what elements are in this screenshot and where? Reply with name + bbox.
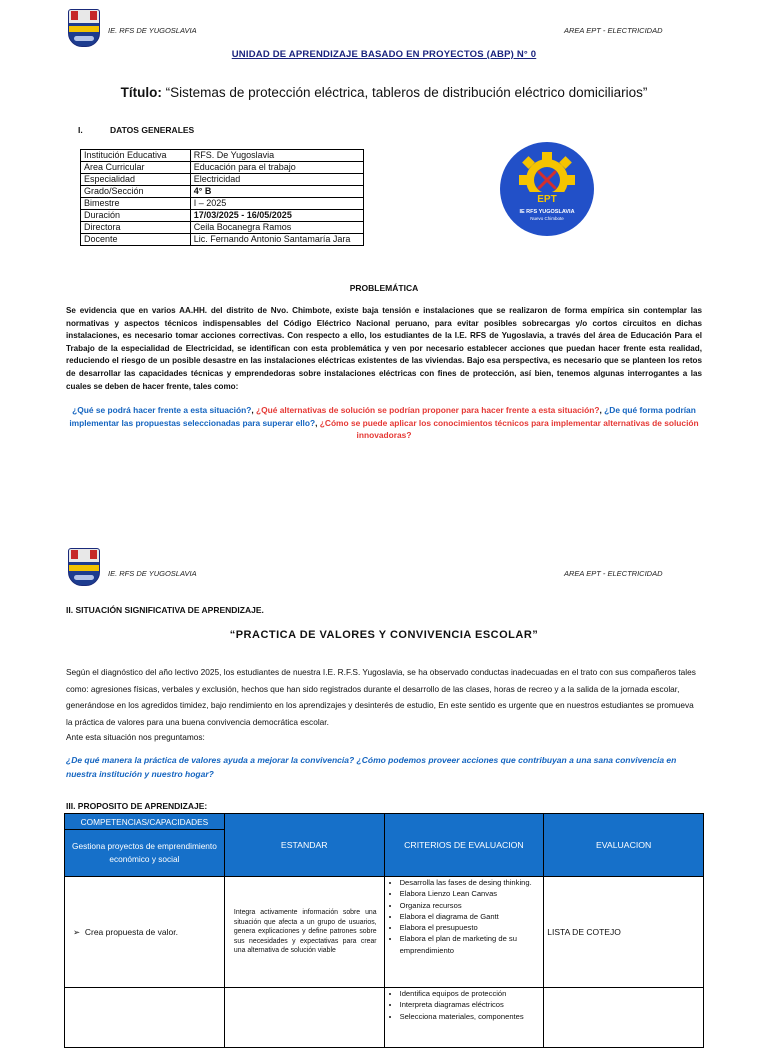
header-competencias: COMPETENCIAS/CAPACIDADES [65, 814, 225, 830]
general-data-value: I – 2025 [190, 198, 363, 210]
question-separator: , [599, 405, 605, 415]
general-data-label: Grado/Sección [81, 186, 191, 198]
school-logo [68, 548, 100, 586]
question-separator: , [315, 417, 320, 428]
criterios-cell [384, 988, 544, 1048]
gear-icon [500, 142, 594, 236]
header-criterios: CRITERIOS DE EVALUACION [384, 814, 544, 877]
criterio-item: • Elabora el diagrama de Gantt [400, 911, 540, 922]
criterio-item: • Selecciona materiales, componentes [400, 1011, 540, 1022]
general-data-row [81, 222, 364, 234]
general-data-value: Educación para el trabajo [190, 162, 363, 174]
criterios-cell [384, 877, 544, 988]
general-data-value: 4° B [190, 186, 363, 198]
general-data-value: 17/03/2025 - 16/05/2025 [190, 210, 363, 222]
problematica-text: Se evidencia que en varios AA.HH. del distrito de Nvo. Chimbote, existe baja tensión e instalaciones que se realizaron de forma empírica sin contemplar las normativas y aspectos técnicos indispensables del Código Eléctrico Nacional peruano, para evitar posibles sobrecargas y/o cortos circuitos en dichas instalaciones, es necesario tomar acciones correctivas. Con respecto a ello, los estudiantes de la I.E. RFS de Yugoslavia, a través del área de Educación Para el Trabajo de la especialidad de Electricidad, se identifican con esta problemática y ven por necesario establecer acciones que puedan hacer frente esta realidad, reduciendo el riesgo de un posible desastre en las instalaciones eléctricas existentes de las viviendas. Bajo esa perspectiva, es necesario que se planteen los retos de desarrollar las capacidades técnicas y emprendedoras sobre instalaciones eléctricas con fines de protección, así bien, tenemos algunas interrogantes a las cuales se deben de hacer frente, tales como: [66, 306, 702, 391]
header-estandar: ESTANDAR [224, 814, 384, 877]
learning-purpose-table [64, 813, 704, 1048]
estandar-cell [224, 877, 384, 988]
section-1-number: I. [78, 125, 83, 135]
problematica-title: PROBLEMÁTICA [349, 283, 419, 293]
general-data-label: Institución Educativa [81, 150, 191, 162]
general-data-label: Especialidad [81, 174, 191, 186]
ept-logo-line1: IE RFS YUGOSLAVIA [519, 209, 575, 215]
criterio-item: • Elabora Lienzo Lean Canvas [400, 888, 540, 899]
header-area: AREA EPT - ELECTRICIDAD [564, 26, 663, 35]
general-data-row [81, 150, 364, 162]
general-data-label: Bimestre [81, 198, 191, 210]
situation-heading: “PRACTICA DE VALORES Y CONVIVENCIA ESCOLAR” [229, 629, 539, 641]
general-data-row [81, 234, 364, 246]
general-data-row [81, 174, 364, 186]
estandar-cell [224, 988, 384, 1048]
general-data-value: RFS. De Yugoslavia [190, 150, 363, 162]
criterio-item: • Interpreta diagramas eléctricos [400, 999, 540, 1010]
situation-intro: Ante esta situación nos preguntamos: [66, 732, 205, 742]
question-separator: , [251, 405, 257, 415]
ept-logo-main: EPT [537, 194, 557, 205]
general-data-label: Docente [81, 234, 191, 246]
criterio-item: • Organiza recursos [400, 900, 540, 911]
header-area: AREA EPT - ELECTRICIDAD [564, 569, 663, 578]
unit-title: UNIDAD DE APRENDIZAJE BASADO EN PROYECTOS (ABP) N° 0 [231, 49, 537, 60]
criterio-item: • Elabora el presupuesto [400, 922, 540, 933]
header-school-name: IE. RFS DE YUGOSLAVIA [108, 26, 197, 35]
general-data-row [81, 210, 364, 222]
general-data-value: Ceila Bocanegra Ramos [190, 222, 363, 234]
situation-text: Según el diagnóstico del año lectivo 2025, los estudiantes de nuestra I.E. R.F.S. Yugoslavia, se ha observado conductas inadecuadas en el trato con sus compañeros tales como: agresiones físicas, verbales y exclusión, hechos que han sido registrados durante el desarrollo de las clases, horas de recreo y a la salida de la jornada escolar, generándose en los agredidos timidez, bajo rendimiento en los aprendizajes y desinterés de estudio, En este sentido es urgente que en nuestros estudiantes se promueva la práctica de valores para una buena convivencia democrática escolar. [66, 667, 696, 727]
ept-logo-line2: Nuevo Chimbote [530, 216, 564, 221]
criterio-item: • Desarrolla las fases de desing thinking. [400, 877, 540, 888]
section-1-title: DATOS GENERALES [110, 125, 195, 135]
header-evaluacion: EVALUACION [544, 814, 704, 877]
general-data-row [81, 162, 364, 174]
header-competencia-sub: Gestiona proyectos de emprendimiento económico y social [65, 830, 225, 877]
document-title-label: Título: [120, 85, 162, 100]
question-4: ¿Cómo se puede aplicar los conocimientos técnicos para implementar alternativas de solución innovadoras? [319, 417, 699, 441]
problematica-questions [66, 404, 702, 442]
section-2-title: II. SITUACIÓN SIGNIFICATIVA DE APRENDIZAJE. [66, 605, 264, 615]
general-data-row [81, 198, 364, 210]
document-title [0, 85, 768, 100]
capacidad-text: Crea propuesta de valor. [84, 926, 178, 937]
general-data-value: Lic. Fernando Antonio Santamaría Jara [190, 234, 363, 246]
general-data-row [81, 186, 364, 198]
general-data-value: Electricidad [190, 174, 363, 186]
question-1: ¿Qué se podrá hacer frente a esta situación? [72, 405, 252, 415]
question-3: ¿De qué forma podrían implementar las propuestas seleccionadas para superar ello? [69, 405, 696, 428]
evaluacion-cell: LISTA DE COTEJO [544, 877, 704, 988]
arrow-bullet-icon: ➢ [73, 926, 81, 937]
general-data-label: Area Curricular [81, 162, 191, 174]
general-data-table [80, 149, 364, 246]
criterios-list [388, 988, 540, 1022]
capacidad-cell [65, 877, 225, 988]
general-data-label: Directora [81, 222, 191, 234]
criterio-item: • Identifica equipos de protección [400, 988, 540, 999]
section-3-title: III. PROPOSITO DE APRENDIZAJE: [66, 801, 208, 811]
general-data-label: Duración [81, 210, 191, 222]
criterios-list [388, 877, 540, 956]
header-school-name: IE. RFS DE YUGOSLAVIA [108, 569, 197, 578]
ept-logo [500, 142, 594, 236]
document-title-text: “Sistemas de protección eléctrica, tableros de distribución eléctrico domiciliarios” [165, 85, 648, 100]
estandar-text: Integra activamente información sobre una situación que afecta a un grupo de usuarios, genera explicaciones y define patrones sobre sus necesidades y expectativas para crear una alternativa de solución viable [233, 909, 377, 955]
school-logo [68, 9, 100, 47]
evaluacion-cell [544, 988, 704, 1048]
criterio-item: • Elabora el plan de marketing de su emprendimiento [400, 933, 540, 956]
question-2: ¿Qué alternativas de solución se podrían proponer para hacer frente a esta situación? [256, 405, 600, 415]
capacidad-cell [65, 988, 225, 1048]
situation-questions: ¿De qué manera la práctica de valores ayuda a mejorar la convivencia? ¿Cómo podemos proveer acciones que contribuyan a una sana convivencia en nuestra institución y nuestro hogar? [66, 755, 677, 779]
